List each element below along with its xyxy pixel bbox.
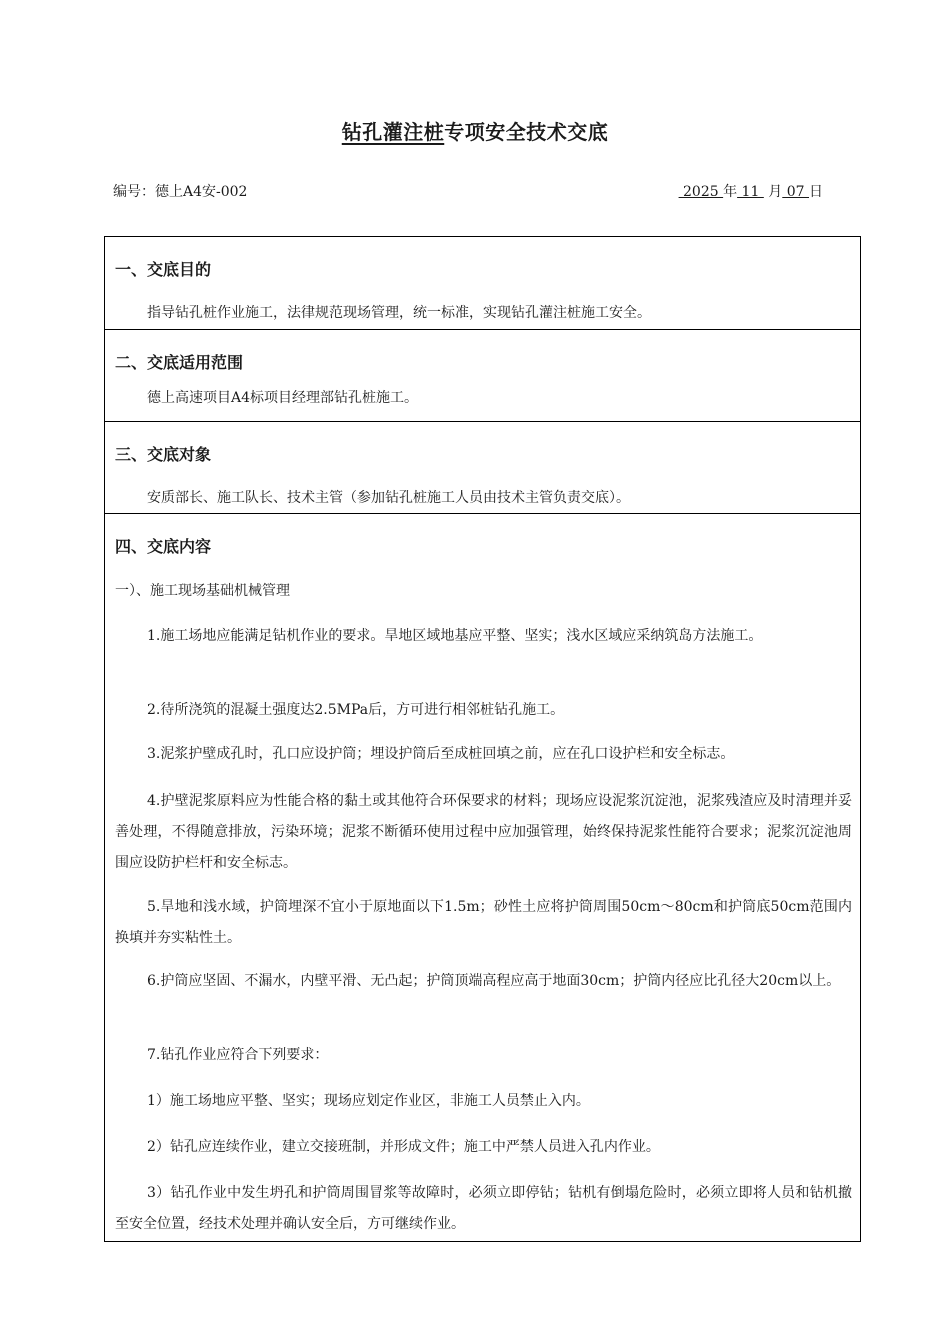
document-title [0, 116, 950, 145]
document-code [113, 181, 247, 201]
date-day-unit: 日 [809, 184, 823, 200]
list-item: 7.钻孔作业应符合下列要求： [147, 1047, 329, 1063]
document-date [679, 181, 823, 201]
document-meta [113, 181, 823, 203]
code-label: 编号： [113, 184, 155, 200]
date-year: 2025 [678, 184, 724, 200]
section-heading: 二、交底适用范围 [115, 353, 244, 372]
section-audience [105, 421, 860, 514]
section-text: 德上高速项目A4标项目经理部钻孔桩施工。 [147, 390, 419, 406]
list-item: 3）钻孔作业中发生坍孔和护筒周围冒浆等故障时，必须立即停钻；钻机有倒塌危险时，必须立即将人员和钻机撤至安全位置，经技术处理并确认安全后，方可继续作业。 [115, 1185, 852, 1232]
list-item: 2.待所浇筑的混凝土强度达2.5MPa后，方可进行相邻桩钻孔施工。 [147, 702, 565, 718]
code-value: 德上A4安-002 [155, 184, 248, 200]
list-item: 1.施工场地应能满足钻机作业的要求。旱地区域地基应平整、坚实；浅水区域应采纳筑岛方法施工。 [147, 628, 763, 644]
section-text: 指导钻孔桩作业施工，法律规范现场管理，统一标准，实现钻孔灌注桩施工安全。 [147, 305, 651, 321]
title-underlined-part: 钻孔灌注桩 [341, 120, 445, 144]
list-item: 2）钻孔应连续作业，建立交接班制，并形成文件；施工中严禁人员进入孔内作业。 [147, 1139, 660, 1155]
section-heading: 一、交底目的 [115, 260, 212, 279]
list-item: 3.泥浆护壁成孔时，孔口应设护筒；埋设护筒后至成桩回填之前，应在孔口设护栏和安全标志。 [147, 746, 735, 762]
date-year-unit: 年 [723, 184, 738, 200]
date-month: 11 [737, 184, 764, 200]
title-rest: 专项安全技术交底 [444, 120, 609, 144]
list-item: 4.护壁泥浆原料应为性能合格的黏土或其他符合环保要求的材料；现场应设泥浆沉淀池，泥浆残渣应及时清理并妥善处理，不得随意排放，污染环境；泥浆不断循环使用过程中应加强管理，始终保持泥浆性能符合要求；泥浆沉淀池周围应设防护栏杆和安全标志。 [115, 793, 852, 871]
section-text: 安质部长、施工队长、技术主管（参加钻孔桩施工人员由技术主管负责交底）。 [147, 490, 630, 506]
date-day: 07 [782, 184, 809, 200]
section-heading: 四、交底内容 [115, 537, 212, 556]
section-heading: 三、交底对象 [115, 445, 212, 464]
list-item: 6.护筒应坚固、不漏水，内壁平滑、无凸起；护筒顶端高程应高于地面30cm；护筒内径应比孔径大20cm以上。 [147, 973, 841, 989]
section-purpose [105, 237, 860, 329]
section-content [105, 513, 860, 1242]
disclosure-table [104, 236, 861, 1242]
date-month-unit: 月 [763, 184, 783, 200]
list-item: 5.旱地和浅水域，护筒埋深不宜小于原地面以下1.5m；砂性土应将护筒周围50cm～80cm和护筒底50cm范围内换填并夯实粘性土。 [115, 899, 852, 946]
section-scope [105, 329, 860, 422]
list-item: 1）施工场地应平整、坚实；现场应划定作业区，非施工人员禁止入内。 [147, 1093, 590, 1109]
subsection-title: 一）、施工现场基础机械管理 [115, 583, 290, 599]
